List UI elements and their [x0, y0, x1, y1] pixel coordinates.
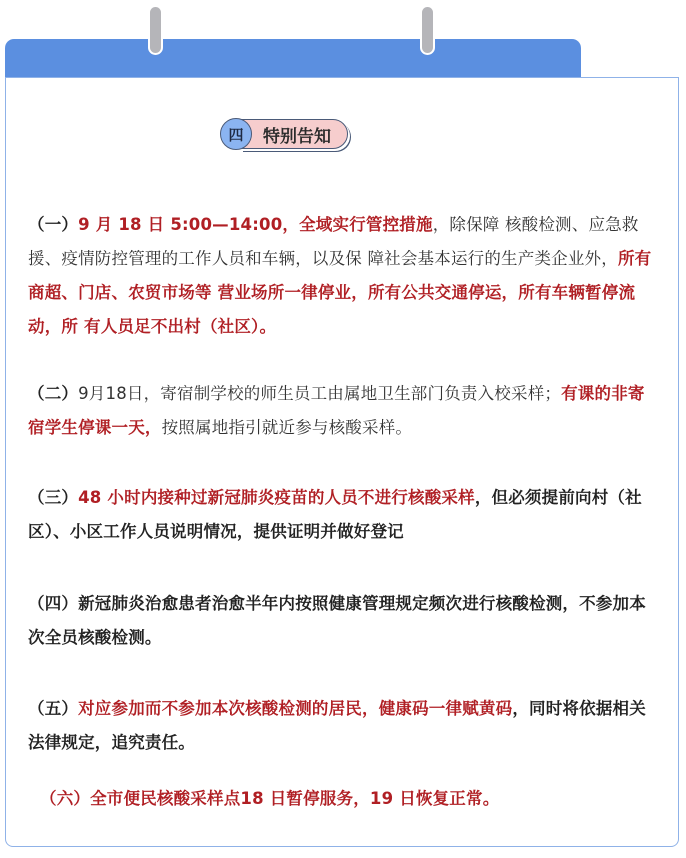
header-tab-bar: [5, 39, 581, 79]
text-segment: 9 月 18 日 5:00—14:00，全域实行管控措施: [78, 215, 433, 234]
text-segment: ，同时将依据相关法律规定，追究责任。: [28, 699, 646, 752]
text-segment: 对应参加而不参加本次核酸检测的居民，健康码一律赋黄码: [78, 699, 513, 718]
notice-item-6: [40, 782, 668, 816]
text-segment: 所有商超、门店、农贸市场等 营业场所一律停业，所有公共交通停运，所有车辆暂停流动，所 有人员足不出村（社区）。: [28, 249, 652, 336]
text-segment: 9月18日，寄宿制学校的师生员工由属地卫生部门负责入校采样；: [78, 384, 562, 403]
text-segment: ，除保障 核酸检测、应急救援、疫情防控管理的工作人员和车辆，以及保 障社会基本运行的生产类企业外，: [28, 215, 639, 268]
text-segment: （三）: [28, 488, 79, 507]
section-title: 特别告知: [240, 119, 348, 149]
notice-item-2: [28, 377, 656, 445]
text-segment: ，但必须提前向村（社区）、小区工作人员说明情况，提供证明并做好登记: [28, 488, 642, 541]
notice-item-3: [28, 481, 656, 549]
text-segment: 48 小时内接种过新冠肺炎疫苗的人员不进行核酸采样: [78, 488, 475, 507]
section-heading: [220, 117, 348, 151]
text-segment: 有课的非寄宿学生停课一天，: [28, 384, 645, 437]
binder-ring-icon: [422, 7, 433, 53]
notice-item-5: [28, 692, 656, 760]
text-segment: （五）: [28, 699, 79, 718]
text-segment: 按照属地指引就近参与核酸采样。: [161, 418, 413, 437]
section-number-badge: 四: [220, 118, 252, 150]
text-segment: （四）新冠肺炎治愈患者治愈半年内按照健康管理规定频次进行核酸检测，不参加本次全员核酸检测。: [28, 594, 646, 647]
text-segment: （六）全市便民核酸采样点18 日暂停服务，19 日恢复正常。: [40, 789, 500, 808]
binder-ring-icon: [150, 7, 161, 53]
text-segment: （一）: [28, 215, 79, 234]
text-segment: （二）: [28, 384, 79, 403]
notice-item-4: [28, 587, 656, 655]
notice-item-1: [28, 208, 656, 344]
